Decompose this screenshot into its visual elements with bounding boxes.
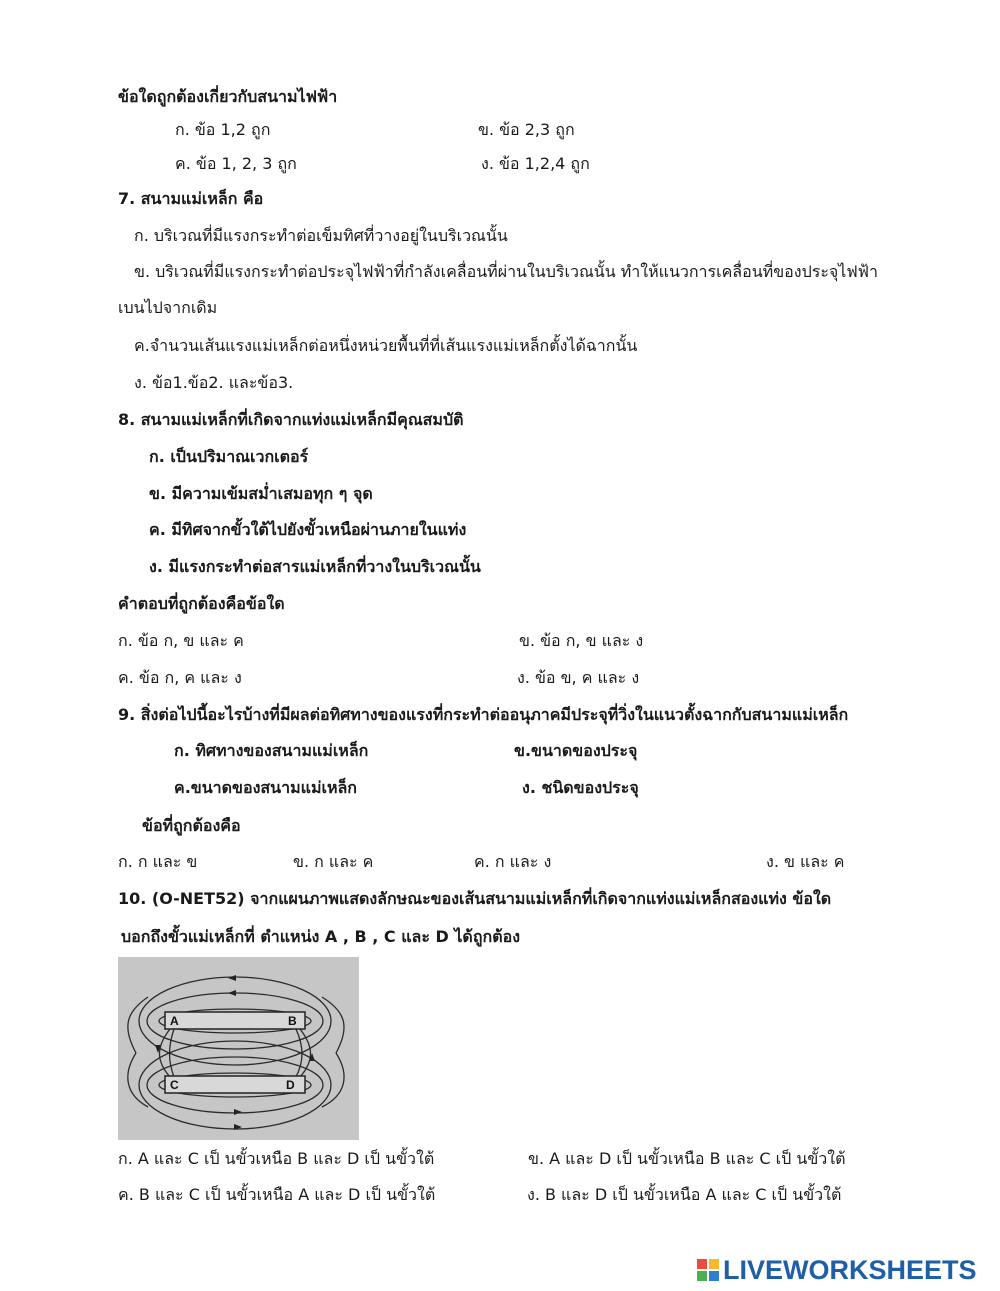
logo-square-e [709, 1271, 719, 1281]
q8-title: 8. สนามแม่เหล็กที่เกิดจากแท่งแม่เหล็กมีคุณสมบัติ [118, 410, 464, 429]
q9-title: 9. สิ่งต่อไปนี้อะไรบ้างที่มีผลต่อทิศทางของแรงที่กระทำต่ออนุภาคมีประจุที่วิ่งในแนวตั้งฉากกับสนามแม่เหล็ก [118, 705, 849, 724]
pole-label-b: B [288, 1014, 297, 1028]
q7-option-d: ง. ข้อ1.ข้อ2. และข้อ3. [134, 373, 294, 392]
option-intro-b: ข. ข้อ 2,3 ถูก [478, 120, 575, 139]
q10-title: 10. (O-NET52) จากแผนภาพแสดงลักษณะของเส้นสนามแม่เหล็กที่เกิดจากแท่งแม่เหล็กสองแท่ง ข้อใด [118, 889, 832, 908]
q8-option-b: ข. ข้อ ก, ข และ ง [519, 631, 644, 650]
question-electric-field: ข้อใดถูกต้องเกี่ยวกับสนามไฟฟ้า [118, 87, 338, 106]
pole-label-a: A [170, 1014, 179, 1028]
q10-option-c: ค. B และ C เป็ นขั้วเหนือ A และ D เป็ นขั้วใต้ [118, 1185, 436, 1204]
q8-item-a: ก. เป็นปริมาณเวกเตอร์ [149, 447, 309, 466]
option-intro-a: ก. ข้อ 1,2 ถูก [175, 120, 271, 139]
q7-option-b-cont: เบนไปจากเดิม [118, 298, 218, 317]
q10-option-d: ง. B และ D เป็ นขั้วเหนือ A และ C เป็ นขั้วใต้ [527, 1185, 842, 1204]
pole-label-c: C [170, 1078, 179, 1092]
q8-option-d: ง. ข้อ ข, ค และ ง [517, 668, 640, 687]
q10-option-a: ก. A และ C เป็ นขั้วเหนือ B และ D เป็ นขั้วใต้ [118, 1149, 435, 1168]
q7-title: 7. สนามแม่เหล็ก คือ [118, 189, 264, 208]
q9-option-c: ค. ก และ ง [474, 852, 552, 871]
logo-square-v [697, 1271, 707, 1281]
q8-prompt: คำตอบที่ถูกต้องคือข้อใด [118, 594, 285, 613]
q9-option-d: ง. ข และ ค [766, 852, 845, 871]
q9-option-a: ก. ก และ ข [118, 852, 198, 871]
q9-item-b: ข.ขนาดของประจุ [514, 741, 638, 760]
q10-option-b: ข. A และ D เป็ นขั้วเหนือ B และ C เป็ นขั้วใต้ [528, 1149, 846, 1168]
option-intro-d: ง. ข้อ 1,2,4 ถูก [481, 154, 590, 173]
q9-item-c: ค.ขนาดของสนามแม่เหล็ก [174, 778, 357, 797]
q8-item-d: ง. มีแรงกระทำต่อสารแม่เหล็กที่วางในบริเวณนั้น [149, 557, 481, 576]
q7-option-c: ค.จำนวนเส้นแรงแม่เหล็กต่อหนึ่งหน่วยพื้นที่ที่เส้นแรงแม่เหล็กตั้งได้ฉากนั้น [134, 336, 638, 355]
pole-label-d: D [286, 1078, 295, 1092]
q8-item-c: ค. มีทิศจากขั้วใต้ไปยังขั้วเหนือผ่านภายในแท่ง [149, 520, 467, 539]
liveworksheets-logo[interactable] [697, 1253, 977, 1287]
q7-option-b: ข. บริเวณที่มีแรงกระทำต่อประจุไฟฟ้าที่กำลังเคลื่อนที่ผ่านในบริเวณนั้น ทำให้แนวการเคลื่อนที่ของประจุไฟฟ้า [134, 262, 878, 281]
q9-item-a: ก. ทิศทางของสนามแม่เหล็ก [174, 741, 369, 760]
q8-item-b: ข. มีความเข้มสม่ำเสมอทุก ๆ จุด [149, 484, 373, 503]
q10-title-cont: บอกถึงขั้วแม่เหล็กที่ ตำแหน่ง A , B , C และ D ได้ถูกต้อง [121, 927, 520, 946]
magnet-field-diagram [118, 957, 359, 1140]
q8-option-c: ค. ข้อ ก, ค และ ง [118, 668, 242, 687]
q8-option-a: ก. ข้อ ก, ข และ ค [118, 631, 244, 650]
logo-text: LIVEWORKSHEETS [723, 1254, 977, 1285]
logo-square-i [709, 1259, 719, 1269]
logo-square-l [697, 1259, 707, 1269]
option-intro-c: ค. ข้อ 1, 2, 3 ถูก [175, 154, 297, 173]
q9-item-d: ง. ชนิดของประจุ [522, 778, 639, 797]
q9-option-b: ข. ก และ ค [293, 852, 374, 871]
q7-option-a: ก. บริเวณที่มีแรงกระทำต่อเข็มทิศที่วางอยู่ในบริเวณนั้น [134, 226, 508, 245]
field-lines-svg [118, 957, 359, 1140]
logo-grid-icon [697, 1259, 719, 1281]
q9-prompt: ข้อที่ถูกต้องคือ [142, 816, 241, 835]
